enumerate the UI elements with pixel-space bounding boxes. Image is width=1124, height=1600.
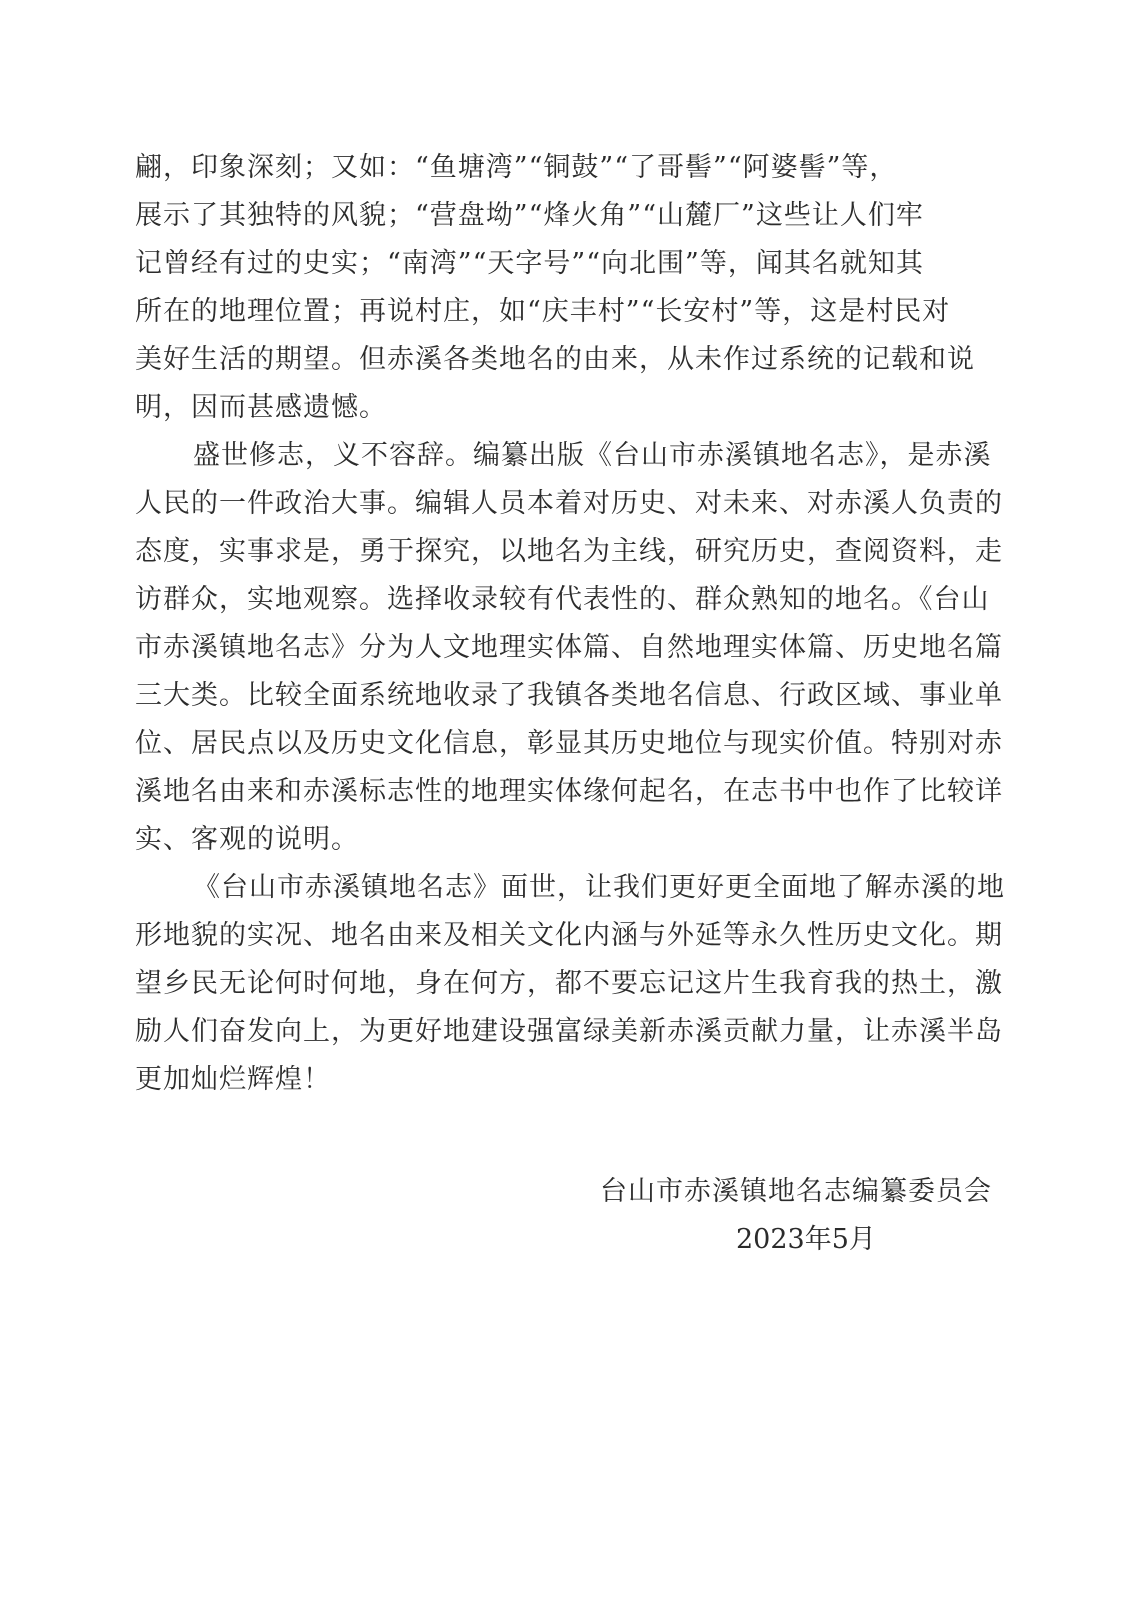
- paragraph-2-line: 实、客观的说明。: [135, 824, 359, 855]
- paragraph-2-line: 溪地名由来和赤溪标志性的地理实体缘何起名，在志书中也作了比较详: [135, 776, 1003, 807]
- paragraph-1-line: 所在的地理位置；再说村庄，如“庆丰村”“长安村”等，这是村民对: [135, 296, 951, 327]
- paragraph-2-line: 三大类。比较全面系统地收录了我镇各类地名信息、行政区域、事业单: [135, 680, 1003, 711]
- signature-date: 2023年5月: [736, 1224, 876, 1255]
- paragraph-2-line: 位、居民点以及历史文化信息，彰显其历史地位与现实价值。特别对赤: [135, 728, 1003, 759]
- paragraph-2-line: 市赤溪镇地名志》分为人文地理实体篇、自然地理实体篇、历史地名篇: [135, 632, 1003, 663]
- paragraph-3-line: 励人们奋发向上，为更好地建设强富绿美新赤溪贡献力量，让赤溪半岛: [135, 1016, 1003, 1047]
- paragraph-1-line: 展示了其独特的风貌；“营盘坳”“烽火角”“山麓厂”这些让人们牢: [135, 200, 924, 231]
- paragraph-2-line: 访群众，实地观察。选择收录较有代表性的、群众熟知的地名。《台山: [135, 584, 990, 615]
- paragraph-2-line: 态度，实事求是，勇于探究，以地名为主线，研究历史，查阅资料，走: [135, 536, 1003, 567]
- paragraph-1-line: 翩，印象深刻；又如：“鱼塘湾”“铜鼓”“了哥髻”“阿婆髻”等，: [135, 152, 898, 183]
- paragraph-3-line: 望乡民无论何时何地，身在何方，都不要忘记这片生我育我的热土，激: [135, 968, 1003, 999]
- paragraph-1-line: 明，因而甚感遗憾。: [135, 392, 387, 423]
- paragraph-3-line: 更加灿烂辉煌！: [135, 1064, 331, 1095]
- body-text: [135, 144, 1005, 1104]
- paragraph-1-line: 美好生活的期望。但赤溪各类地名的由来，从未作过系统的记载和说: [135, 344, 975, 375]
- paragraph-3-line: 形地貌的实况、地名由来及相关文化内涵与外延等永久性历史文化。期: [135, 920, 1003, 951]
- signature-organization: 台山市赤溪镇地名志编纂委员会: [600, 1176, 992, 1207]
- paragraph-1-line: 记曾经有过的史实；“南湾”“天字号”“向北围”等，闻其名就知其: [135, 248, 924, 279]
- paragraph-3-line: 《台山市赤溪镇地名志》面世，让我们更好更全面地了解赤溪的地: [193, 872, 1005, 903]
- paragraph-2-line: 盛世修志，义不容辞。编纂出版《台山市赤溪镇地名志》，是赤溪: [193, 440, 992, 471]
- paragraph-2-line: 人民的一件政治大事。编辑人员本着对历史、对未来、对赤溪人负责的: [135, 488, 1003, 519]
